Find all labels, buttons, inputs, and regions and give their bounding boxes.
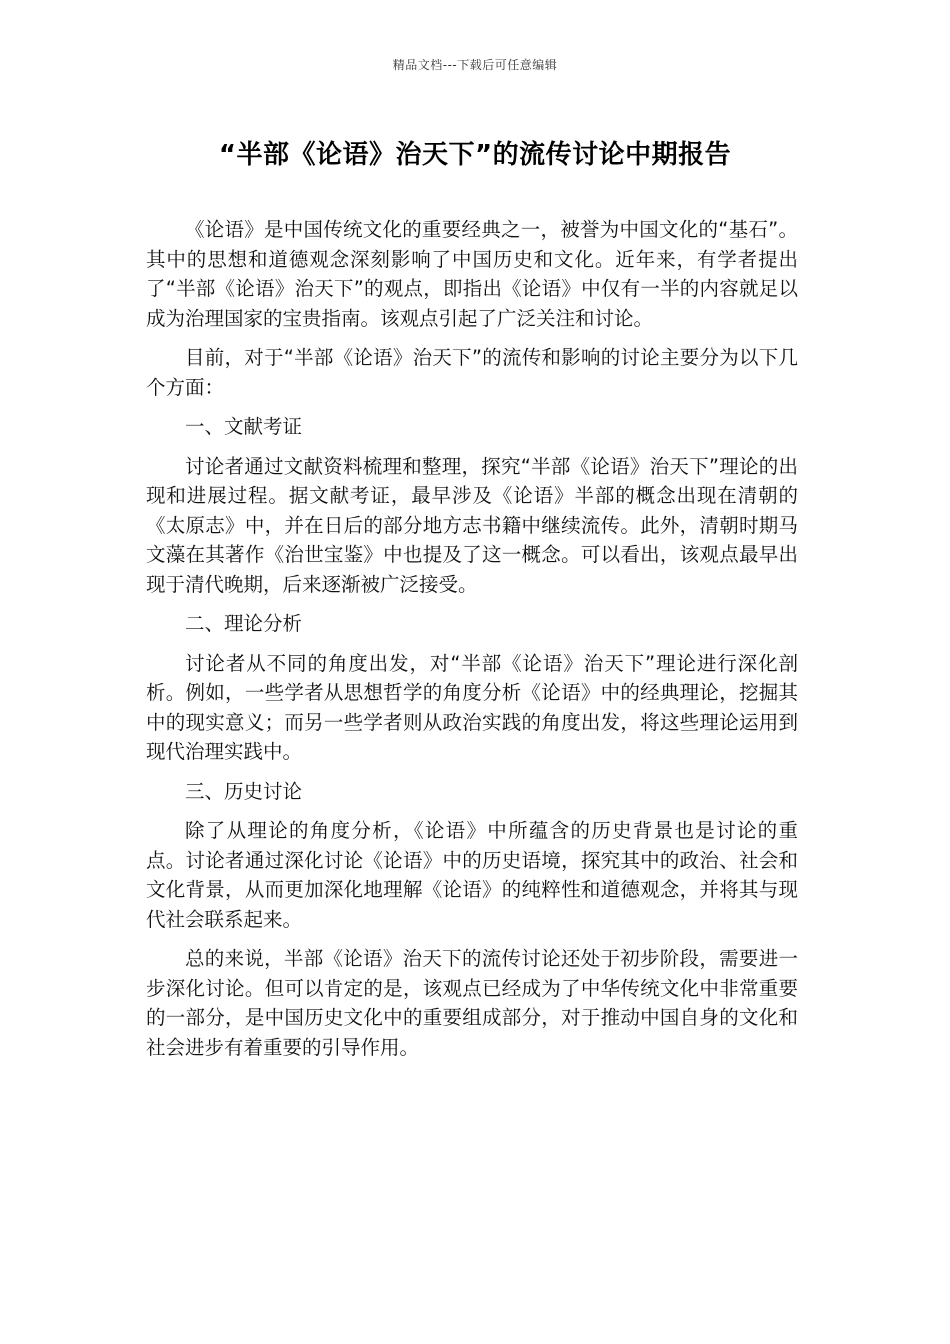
section-body-history: 除了从理论的角度分析，《论语》中所蕴含的历史背景也是讨论的重点。讨论者通过深化讨论《论语》中的历史语境，探究其中的政治、社会和文化背景，从而更加深化地理解《论语》的纯粹性和道德观念，并将其与现代社会联系起来。 [146,819,798,931]
header-note: 精品文档---下载后可任意编辑 [392,58,558,72]
document-body [146,215,798,1072]
section-heading-history: 三、历史讨论 [185,779,303,803]
section-heading-literature: 一、文献考证 [185,415,303,438]
intro-paragraph: 《论语》是中国传统文化的重要经典之一，被誉为中国文化的“基石”。其中的思想和道德观念深刻影响了中国历史和文化。近年来，有学者提出了“半部《论语》治天下”的观点，即指出《论语》中仅有一半的内容就足以成为治理国家的宝贵指南。该观点引起了广泛关注和讨论。 [146,218,798,330]
overview-paragraph: 目前，对于“半部《论语》治天下”的流传和影响的讨论主要分为以下几个方面： [146,346,798,399]
section-body-theory: 讨论者从不同的角度出发，对“半部《论语》治天下”理论进行深化剖析。例如，一些学者从思想哲学的角度分析《论语》中的经典理论，挖掘其中的现实意义；而另一些学者则从政治实践的角度出发，将这些理论运用到现代治理实践中。 [146,651,798,763]
section-heading-theory: 二、理论分析 [185,612,303,635]
conclusion-paragraph: 总的来说，半部《论语》治天下的流传讨论还处于初步阶段，需要进一步深化讨论。但可以肯定的是，该观点已经成为了中华传统文化中非常重要的一部分，是中国历史文化中的重要组成部分，对于推动中国自身的文化和社会进步有着重要的引导作用。 [146,947,798,1059]
section-body-literature: 讨论者通过文献资料梳理和整理，探究“半部《论语》治天下”理论的出现和进展过程。据文献考证，最早涉及《论语》半部的概念出现在清朝的《太原志》中，并在日后的部分地方志书籍中继续流传。此外，清朝时期马文藻在其著作《治世宝鉴》中也提及了这一概念。可以看出，该观点最早出现于清代晚期，后来逐渐被广泛接受。 [146,454,798,596]
document-title: “半部《论语》治天下”的流传讨论中期报告 [218,140,732,170]
